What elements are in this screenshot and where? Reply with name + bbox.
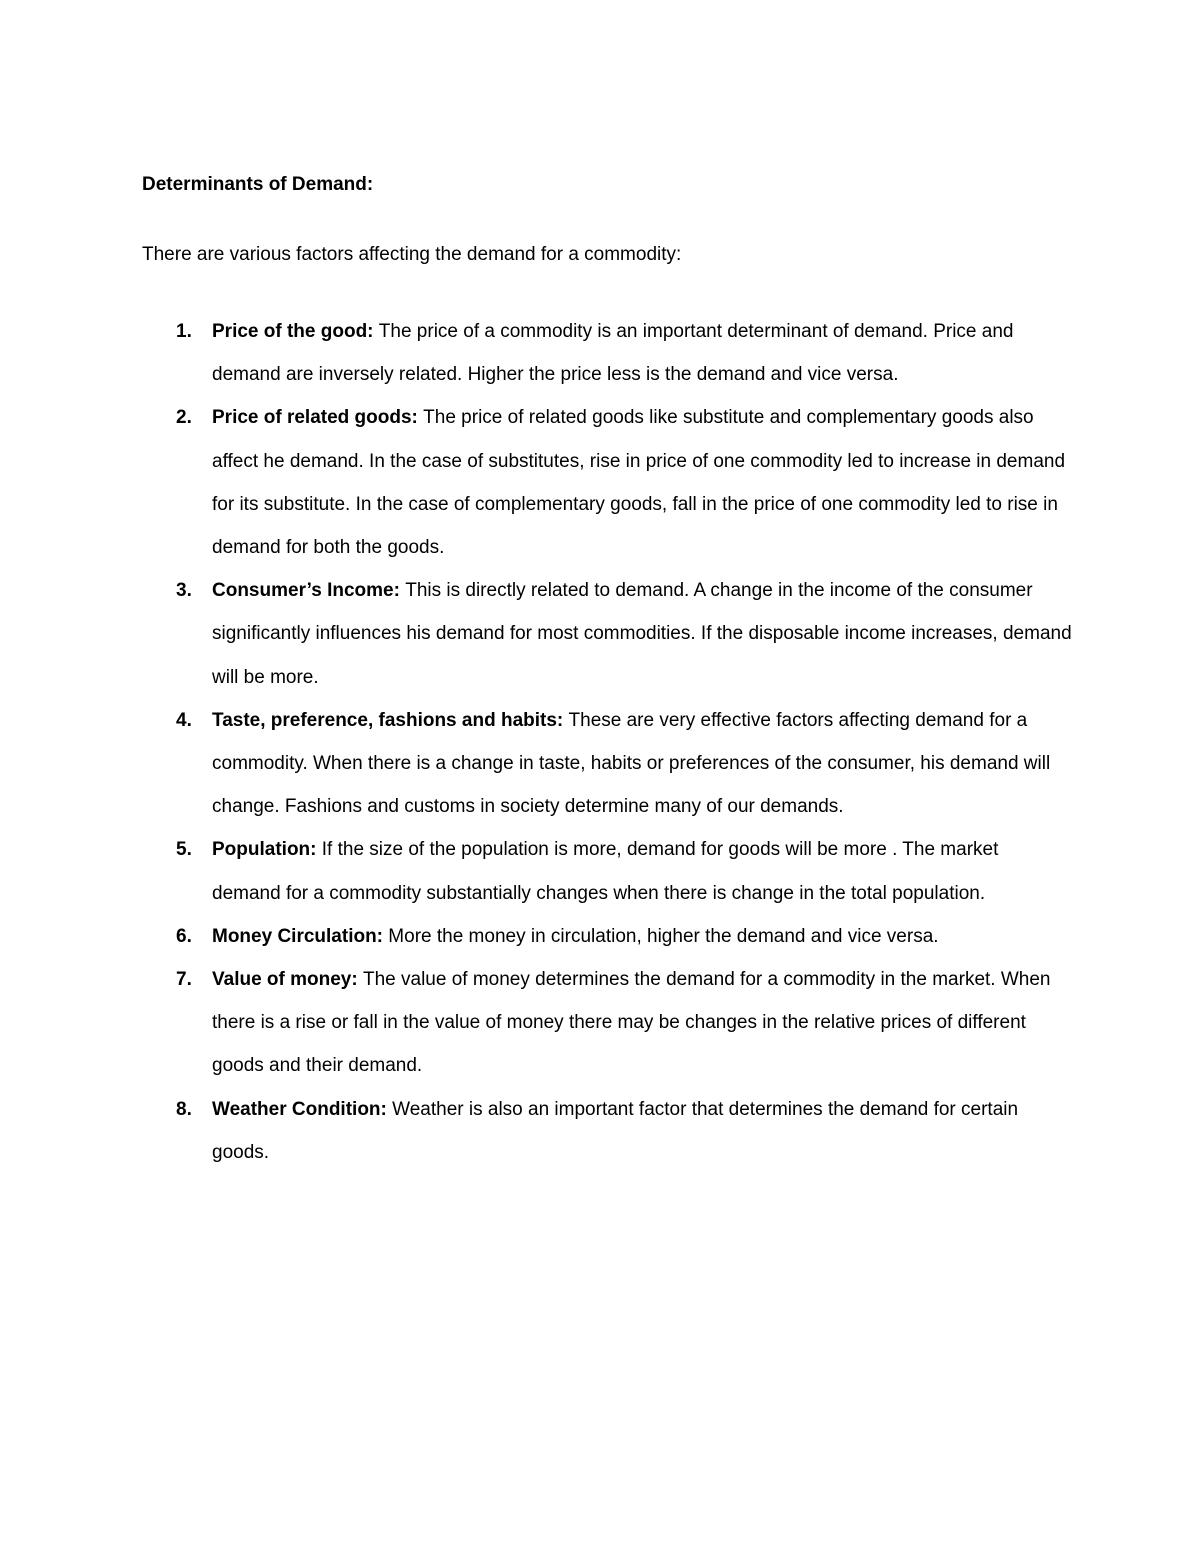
list-item-term: Weather Condition:: [212, 1098, 393, 1120]
list-item-text: If the size of the population is more, demand for goods will be more . The market demand for a commodity substantially changes when there is change in the total population.: [212, 839, 999, 904]
list-item-number: 1.: [176, 321, 192, 342]
list-item-number: 3.: [176, 580, 192, 602]
list-item-number: 8.: [176, 1098, 192, 1120]
list-item-number: 5.: [176, 839, 192, 861]
intro-paragraph: There are various factors affecting the demand for a commodity:: [142, 244, 682, 265]
list-item-number: 4.: [176, 709, 192, 731]
page-title: Determinants of Demand:: [142, 174, 374, 195]
list-item: [0, 1088, 1072, 1174]
list-item-term: Population:: [212, 839, 322, 861]
list-item-text: These are very effective factors affecting demand for a commodity. When there is a change in taste, habits or preferences of the consumer, his demand will change. Fashions and customs in society determine many of our demands.: [212, 709, 1051, 818]
list-item: [0, 396, 1072, 569]
list-item-term: Taste, preference, fashions and habits:: [212, 709, 569, 731]
list-item-text: This is directly related to demand. A change in the income of the consumer significantly influences his demand for most commodities. If the disposable income increases, demand will be more.: [212, 580, 1072, 688]
list-item-term: Price of the good:: [212, 321, 379, 342]
list-item-text: More the money in circulation, higher the demand and vice versa.: [388, 925, 939, 947]
list-item-text: The value of money determines the demand for a commodity in the market. When there is a rise or fall in the value of money there may be changes in the relative prices of different goods and their demand.: [212, 969, 1051, 1077]
list-item-number: 6.: [176, 925, 192, 947]
list-item: [0, 699, 1072, 829]
list-item-text: The price of a commodity is an important determinant of demand. Price and demand are inversely related. Higher the price less is the demand and vice versa.: [212, 321, 1014, 386]
factor-list: [0, 310, 1200, 1174]
list-item: [0, 569, 1072, 699]
list-item-number: 2.: [176, 407, 192, 429]
list-item-number: 7.: [176, 969, 192, 991]
list-item: [0, 310, 1072, 396]
list-item-term: Price of related goods:: [212, 407, 424, 429]
list-item-term: Money Circulation:: [212, 925, 389, 947]
list-item-text: The price of related goods like substitute and complementary goods also affect he demand. In the case of substitutes, rise in price of one commodity led to increase in demand for its substitute. In the case of complementary goods, fall in the price of one commodity led to rise in demand for both the goods.: [212, 407, 1066, 559]
list-item: [0, 915, 1072, 958]
list-item-text: Weather is also an important factor that determines the demand for certain goods.: [212, 1098, 1019, 1163]
list-item-term: Consumer’s Income:: [212, 580, 406, 602]
list-item: [0, 958, 1072, 1088]
list-item: [0, 828, 1072, 914]
list-item-term: Value of money:: [212, 969, 363, 991]
